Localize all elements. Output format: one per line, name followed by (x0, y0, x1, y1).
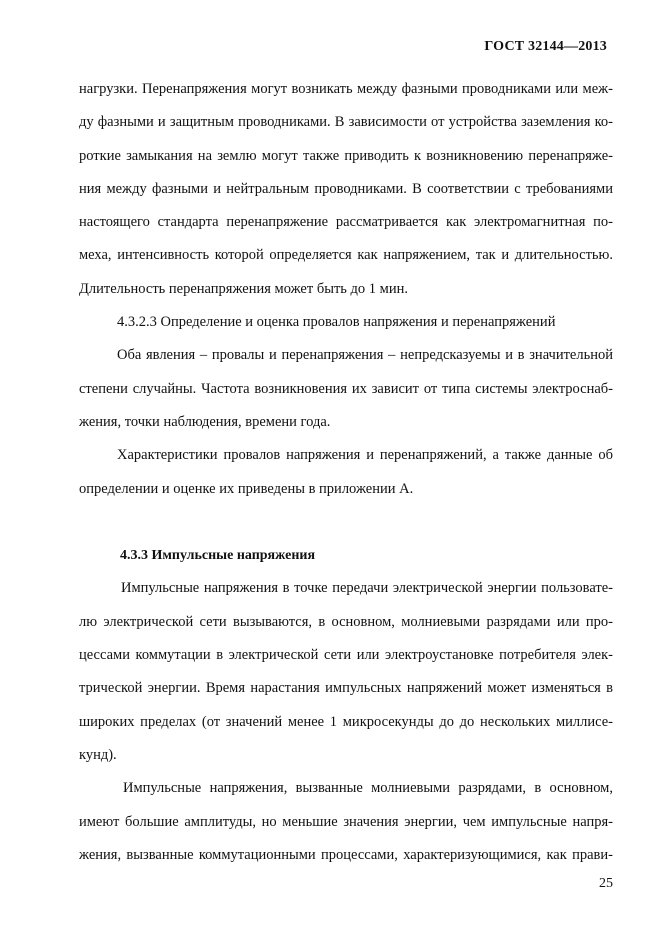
text-line: жения, вызванные коммутационными процессами, характеризующимися, как прави- (79, 846, 613, 863)
text-line: кунд). (79, 746, 117, 763)
text-line: жения, точки наблюдения, времени года. (79, 413, 331, 430)
subsection-title: 4.3.2.3 Определение и оценка провалов напряжения и перенапряжений (117, 314, 556, 331)
paragraph-impulse-lightning (79, 772, 613, 872)
text-line: Импульсные напряжения, вызванные молниевыми разрядами, в основном, (123, 780, 613, 797)
text-line: цессами коммутации в электрической сети или электроустановке потребителя элек- (79, 647, 613, 664)
text-line: широких пределах (от значений менее 1 микросекунды до до нескольких миллисе- (79, 713, 613, 730)
text-line: степени случайны. Частота возникновения их зависит от типа системы электроснаб- (79, 380, 613, 397)
text-line: роткие замыкания на землю могут также приводить к возникновению перенапряже- (79, 147, 613, 164)
text-line: ния между фазными и нейтральным проводниками. В соответствии с требованиями (79, 180, 613, 197)
page-number: 25 (599, 876, 613, 891)
text-line: Импульсные напряжения в точке передачи электрической энергии пользовате- (121, 580, 613, 597)
paragraph-impulse-origin (79, 572, 613, 772)
section-heading: 4.3.3 Импульсные напряжения (120, 548, 316, 564)
text-line: определении и оценке их приведены в приложении А. (79, 480, 414, 497)
text-line: меха, интенсивность которой определяется как напряжением, так и длительностью. (79, 247, 613, 264)
text-line: имеют большие амплитуды, но меньшие значения энергии, чем импульсные напря- (79, 813, 613, 830)
page-body (79, 73, 613, 872)
text-line: лю электрической сети вызываются, в основном, молниевыми разрядами или про- (79, 613, 613, 630)
paragraph-unpredictable (79, 339, 613, 439)
text-line: Характеристики провалов напряжения и перенапряжений, а также данные об (117, 447, 613, 464)
text-line: нагрузки. Перенапряжения могут возникать между фазными проводниками или меж- (79, 81, 613, 97)
document-header: ГОСТ 32144—2013 (484, 39, 607, 54)
text-line: трической энергии. Время нарастания импульсных напряжений может изменяться в (79, 680, 613, 697)
text-line: настоящего стандарта перенапряжение рассматривается как электромагнитная по- (79, 214, 613, 231)
text-line: Оба явления – провалы и перенапряжения – непредсказуемы и в значительной (117, 347, 613, 364)
text-line: ду фазными и защитным проводниками. В зависимости от устройства заземления ко- (79, 114, 613, 131)
paragraph-characteristics (79, 439, 613, 506)
paragraph-overvoltage (79, 73, 613, 306)
text-line: Длительность перенапряжения может быть до 1 мин. (79, 280, 408, 297)
spacer (79, 506, 613, 539)
